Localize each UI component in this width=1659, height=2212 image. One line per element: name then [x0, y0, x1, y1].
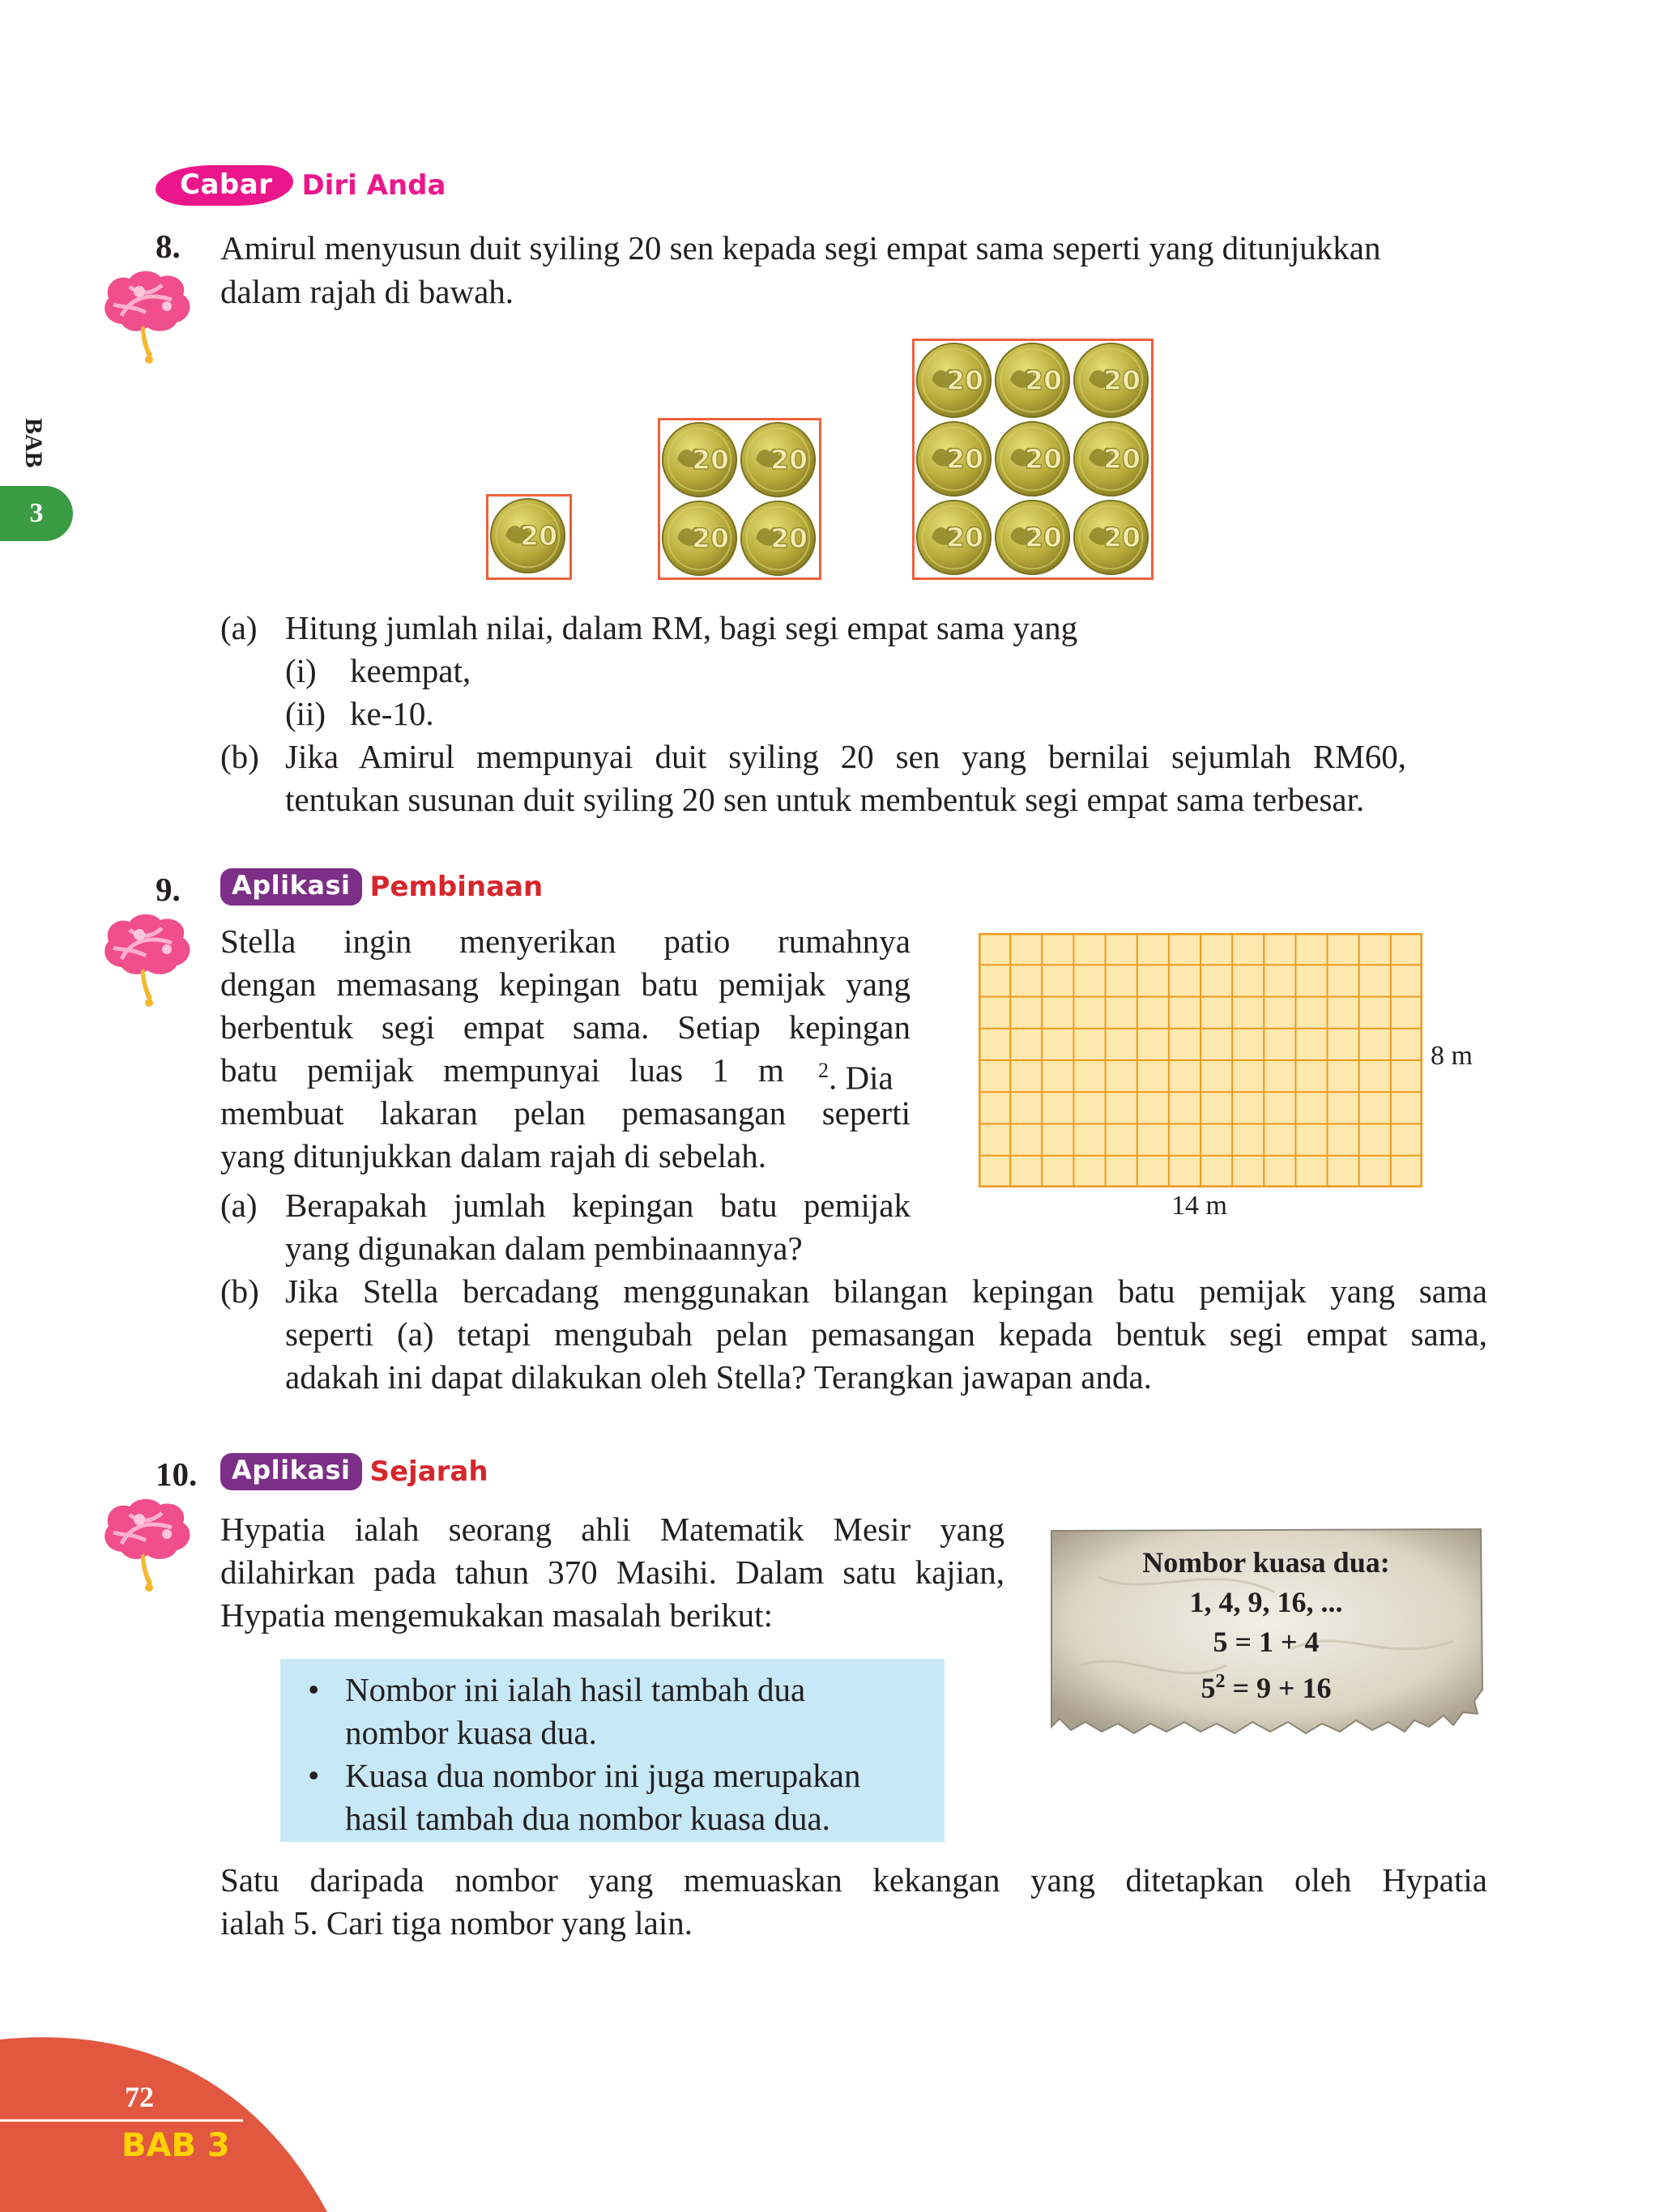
q8-b-line1: Jika Amirul mempunyai duit syiling 20 sen yang bernilai sejumlah RM60,: [285, 738, 1406, 775]
q9-b-line2: seperti (a) tetapi mengubah pelan pemasangan kepada bentuk segi empat sama,: [285, 1315, 1487, 1353]
q9-line2: dengan memasang kepingan batu pemijak yang: [220, 965, 911, 1003]
q8-heading-badge: Cabar: [156, 165, 293, 206]
q9-b-label: (b): [220, 1272, 259, 1310]
brain-icon: [97, 1495, 198, 1596]
q8-heading: [156, 165, 446, 206]
svg-text:20: 20: [770, 522, 808, 555]
q9-line3: berbentuk segi empat sama. Setiap kepingan: [220, 1008, 911, 1046]
q9-line4-text: [220, 1049, 836, 1092]
parchment-eq2-base: 5: [1201, 1672, 1216, 1704]
coin-icon: [915, 341, 993, 420]
constraint-2-line2: hasil tambah dua nombor kuasa dua.: [345, 1800, 830, 1837]
footer-corner: [0, 2025, 340, 2212]
q8-b-line2: tentukan susunan duit syiling 20 sen untuk membentuk segi empat sama terbesar.: [285, 781, 1365, 818]
q9-a-line1: Berapakah jumlah kepingan batu pemijak: [285, 1187, 911, 1224]
q10-intro-line3: Hypatia mengemukakan masalah berikut:: [220, 1596, 773, 1634]
constraint-item: [300, 1669, 925, 1754]
svg-text:20: 20: [520, 520, 558, 552]
side-tab-number: 3: [0, 486, 73, 541]
svg-text:20: 20: [1103, 522, 1141, 554]
svg-text:20: 20: [946, 364, 984, 397]
q9-heading: [220, 868, 543, 906]
q9-heading-badge: Aplikasi: [220, 868, 362, 906]
q9-a-label: (a): [220, 1187, 258, 1224]
parchment-equation-1: 5 = 1 + 4: [1213, 1626, 1320, 1658]
q8-intro-line2: dalam rajah di bawah.: [220, 273, 514, 310]
parchment-title: Nombor kuasa dua:: [1142, 1546, 1390, 1579]
q8-number: 8.: [156, 228, 181, 265]
coin-icon: [1072, 498, 1150, 577]
svg-text:20: 20: [770, 444, 808, 476]
q9-line4-main: batu pemijak mempunyai luas 1 m: [220, 1051, 784, 1089]
parchment-eq2-sup: 2: [1215, 1671, 1226, 1692]
q9-b-line3: adakah ini dapat dilakukan oleh Stella? Terangkan jawapan anda.: [285, 1358, 1152, 1396]
svg-text:20: 20: [1025, 364, 1063, 397]
coin-icon: [993, 498, 1072, 577]
footer-chapter: BAB 3: [122, 2127, 230, 2164]
q10-heading-badge: Aplikasi: [220, 1453, 362, 1490]
q8-a-i-text: keempat,: [350, 652, 471, 689]
constraint-2-line1: • Kuasa dua nombor ini juga merupakan: [345, 1757, 861, 1794]
tile-grid: [979, 933, 1422, 1187]
svg-text:20: 20: [1103, 443, 1141, 475]
q8-a-ii-text: ke-10.: [350, 695, 434, 732]
q9-b-line1: Jika Stella bercadang menggunakan bilangan kepingan batu pemijak yang sama: [285, 1272, 1487, 1310]
q8-a-ii-label: (ii): [285, 695, 326, 732]
grid-width-label: 14 m: [1171, 1191, 1227, 1221]
coin-icon: [488, 497, 567, 575]
coin-icon: [915, 420, 993, 498]
svg-text:20: 20: [946, 443, 984, 475]
coin-icon: [1072, 420, 1150, 498]
coin-icon: [660, 420, 739, 499]
coin-icon: [993, 341, 1072, 420]
coin-icon: [1072, 341, 1150, 420]
constraint-item: [300, 1754, 925, 1840]
q9-line4: [220, 1049, 911, 1097]
brain-icon: [97, 910, 198, 1012]
constraint-1-line1: • Nombor ini ialah hasil tambah dua: [345, 1671, 806, 1708]
svg-text:20: 20: [1025, 522, 1063, 554]
grid-height-label: 8 m: [1431, 1041, 1473, 1071]
q9-line1: Stella ingin menyerikan patio rumahnya: [220, 923, 911, 960]
svg-text:20: 20: [946, 522, 984, 554]
q9-line6: yang ditunjukkan dalam rajah di sebelah.: [220, 1137, 767, 1174]
q8-a-i-label: (i): [285, 652, 317, 689]
parchment-equation-2: [1048, 1661, 1484, 1708]
q8-intro-line1: Amirul menyusun duit syiling 20 sen kepada segi empat sama seperti yang ditunjukkan: [220, 229, 1381, 266]
q8-a-label: (a): [220, 609, 258, 646]
svg-text:20: 20: [692, 444, 730, 476]
q9-number: 9.: [156, 871, 181, 908]
q9-line4-post: . Dia: [829, 1059, 893, 1097]
q10-closing-line2: ialah 5. Cari tiga nombor yang lain.: [220, 1904, 693, 1941]
q9-a-line2: yang digunakan dalam pembinaannya?: [285, 1230, 803, 1267]
svg-text:20: 20: [692, 522, 730, 555]
q9-line4-sup: 2: [818, 1059, 829, 1082]
coin-icon: [915, 498, 993, 577]
page-number: 72: [125, 2081, 154, 2113]
q9-line5: membuat lakaran pelan pemasangan seperti: [220, 1094, 911, 1132]
q10-intro-line2: dilahirkan pada tahun 370 Masihi. Dalam satu kajian,: [220, 1554, 1004, 1591]
svg-text:20: 20: [1025, 443, 1063, 475]
constraint-box: [280, 1659, 945, 1842]
q8-heading-title: Diri Anda: [301, 169, 446, 202]
q10-intro-line1: Hypatia ialah seorang ahli Matematik Mesir yang: [220, 1511, 1004, 1548]
coin-icon: [993, 420, 1072, 498]
q8-b-label: (b): [220, 738, 259, 775]
brain-icon: [97, 267, 198, 369]
q8-a-text: Hitung jumlah nilai, dalam RM, bagi segi empat sama yang: [285, 609, 1078, 646]
svg-text:20: 20: [1103, 364, 1141, 397]
q9-heading-title: Pembinaan: [369, 871, 544, 903]
coin-icon: [660, 499, 739, 578]
q10-heading: [220, 1453, 488, 1490]
constraint-1-line2: nombor kuasa dua.: [345, 1714, 597, 1751]
parchment-eq2-rest: = 9 + 16: [1225, 1672, 1332, 1704]
q10-heading-title: Sejarah: [369, 1455, 488, 1488]
coin-icon: [739, 499, 817, 578]
side-tab-label: BAB: [20, 418, 47, 468]
coin-icon: [739, 420, 817, 499]
q10-number: 10.: [156, 1455, 198, 1493]
parchment-sequence: 1, 4, 9, 16, ...: [1189, 1586, 1343, 1618]
q10-closing-line1: Satu daripada nombor yang memuaskan kekangan yang ditetapkan oleh Hypatia: [220, 1861, 1487, 1899]
